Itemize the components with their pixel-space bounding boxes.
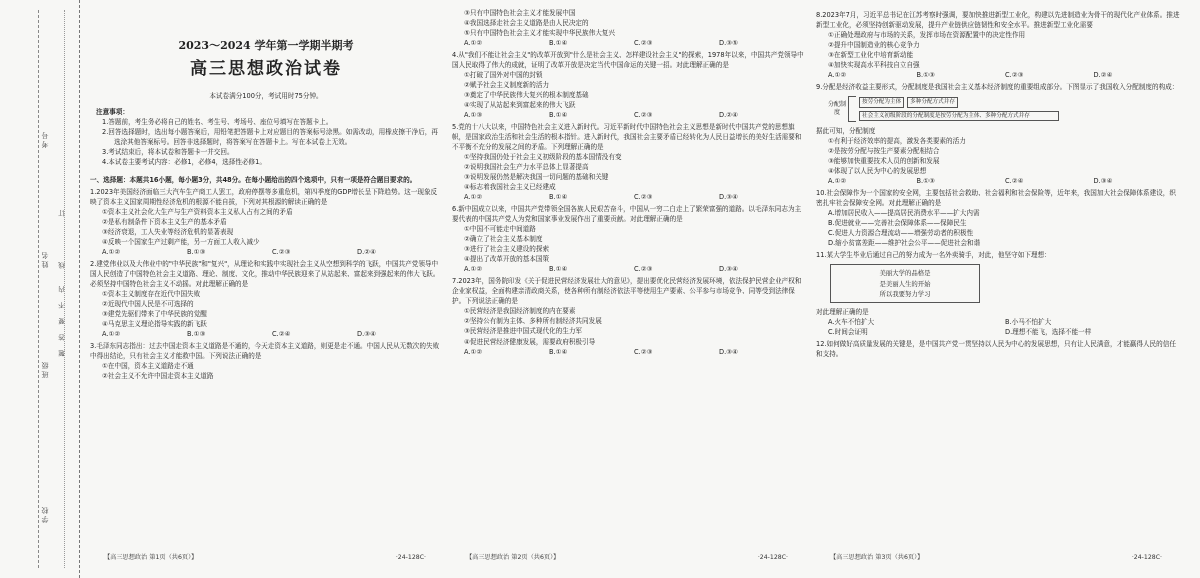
- question-option: ③说明发展仍然是解决我国一切问题的基础和关键: [464, 173, 609, 182]
- answer-choices: [452, 192, 804, 202]
- answer-choice: C.②③: [634, 39, 653, 48]
- note-item: 1.答题前，考生务必将自己的姓名、考生号、考场号、座位号填写在答题卡上。: [102, 117, 333, 126]
- answer-choice: C.②③: [634, 193, 653, 202]
- question-option: ③在新型工业化中培育新动能: [828, 51, 914, 60]
- answer-choice: A.①②: [464, 193, 483, 202]
- note-item: 4.本试卷主要考试内容：必修1，必修4，选择性必修1。: [102, 157, 266, 166]
- answer-choice: A.①②: [828, 177, 847, 186]
- exam-no-label: 考号: [41, 130, 49, 148]
- answer-choice: D.③④: [1093, 177, 1113, 186]
- page-footer: [462, 553, 792, 562]
- answer-choice: B.①④: [549, 265, 568, 274]
- answer-choice: D.③⑤: [719, 39, 738, 48]
- footer-code: ·24-128C·: [757, 553, 788, 561]
- question-option: ⑤只有中国特色社会主义才能实现中华民族伟大复兴: [464, 29, 615, 38]
- answer-choice: B.①④: [549, 193, 568, 202]
- question-option: ③民营经济是推进中国式现代化的生力军: [464, 327, 583, 336]
- question-option: ①资本主义制度存在近代中国失败: [102, 289, 201, 298]
- question-option: C.促进人力资源合理流动——增强劳动者的积极性: [828, 229, 974, 238]
- question-option: ③奠定了中华民族伟大复兴的根本制度基础: [464, 91, 589, 100]
- answer-choice: D.③④: [719, 265, 738, 274]
- answer-choice: C.②③: [634, 265, 653, 274]
- answer-choices: [816, 176, 1182, 186]
- note-item: 3.考试结束后，将本试卷和答题卡一并交回。: [102, 147, 234, 156]
- page-footer: [100, 553, 430, 562]
- question-stem: 2.建党伟业以及大伟业中的"中华民族"和"复兴"，从理论和实践中实现社会主义从空想到科学的飞跃，中国共产党领导中国人民创造了中国特色社会主义道路、理论、制度、文化，推动中华民族迎来了从站起来、富起来到强起来的伟大飞跃。必须坚持中国特色社会主义不动摇。对此理解正确的是: [90, 259, 440, 288]
- footer-code: ·24-128C·: [395, 553, 426, 561]
- question-stem: 9.分配是经济收益主要形式，分配制度是我国社会主义基本经济制度的重要组成部分。下图显示了我国收入分配制度的构成：: [816, 83, 1179, 92]
- cut-mark: 要: [58, 318, 66, 325]
- question-option: ③建党先驱们带来了中华民族的觉醒: [102, 309, 207, 318]
- distribution-diagram: [826, 96, 1182, 122]
- question-option: A.增加居民收入——提高居民消费水平——扩大内需: [828, 209, 980, 218]
- notes-title: 注意事项：: [96, 107, 129, 116]
- binding-line: [38, 10, 39, 568]
- answer-choice: A.①②: [102, 247, 121, 256]
- diagram-row: [859, 97, 1059, 108]
- question-option: ④提出了改革开放的基本国策: [464, 255, 550, 264]
- question-stem: 7.2023年，国务院印发《关于促进民营经济发展壮大的意见》，提出要优化民营经济发展环境，依法保护民营企业产权和企业家权益，全面构建亲清政商关系，使各种所有制经济依法平等使用生产要素、公平参与市场竞争、同等受到法律保护。下列说法正确的是: [452, 277, 802, 306]
- diagram-box: 多种分配方式并存: [907, 97, 958, 108]
- question-option: ①民营经济是我国经济制度的内在要素: [464, 307, 576, 316]
- question-option: ④促进民营经济健康发展，需要政府积极引导: [464, 337, 596, 346]
- answer-choice: A.①③: [464, 111, 483, 120]
- question-option: ④实现了从站起来到富起来的伟大飞跃: [464, 101, 576, 110]
- answer-choice: A.①②: [102, 329, 121, 338]
- question-option: ②说明我国社会生产力水平总体上显著提高: [464, 163, 589, 172]
- answer-choice: D.③④: [719, 193, 738, 202]
- answer-choice: C.时间会证明: [828, 328, 868, 337]
- question-option: ②是按劳分配与按生产要素分配相结合: [828, 147, 940, 156]
- answer-choice: A.①②: [464, 265, 483, 274]
- quote-box: [830, 264, 980, 303]
- answer-choice: B.①④: [549, 347, 568, 356]
- page-footer: [826, 553, 1166, 562]
- answer-choice: C.②③: [1005, 71, 1024, 80]
- question-option: ②提升中国制造业的核心竞争力: [828, 41, 920, 50]
- question-stem: 4.从"我们不能让社会主义"的改革开放到"什么是社会主义、怎样建设社会主义"的探索，1978年以来，中国共产党领导中国人民取得了伟大的成就，证明了改革开放是决定当代中国命运的关键一招。对此理解正确的是: [452, 51, 804, 70]
- question-option: ③只有中国特色社会主义才能发展中国: [464, 9, 576, 17]
- question-option: ①在中国，资本主义道路走不通: [102, 361, 194, 370]
- question-stem: 对此理解正确的是: [816, 308, 869, 317]
- question-option: ①有利于经济效率的提高，激发各类要素的活力: [828, 137, 966, 146]
- answer-choices: [90, 329, 442, 339]
- question-option: ①正确处理政府与市场的关系，发挥市场在资源配置中的决定性作用: [828, 31, 1026, 40]
- answer-choice: C.②③: [634, 111, 653, 120]
- exam-year: 2023～2024 学年第一学期半期考: [178, 39, 354, 52]
- footer-code: ·24-128C·: [1131, 553, 1162, 561]
- answer-choice: D.理想不能飞，选择不能一样: [1005, 328, 1092, 337]
- question-option: ①坚持我国仍处于社会主义初级阶段的基本国情没有变: [464, 153, 622, 162]
- footer-page-label: 【高三思想政治 第1页（共6页）】: [104, 553, 198, 561]
- answer-choices: [816, 70, 1182, 80]
- binding-margin: [0, 0, 80, 578]
- exam-title: 高三思想政治试卷: [190, 58, 342, 79]
- answer-choice: B.①④: [549, 39, 568, 48]
- footer-page-label: 【高三思想政治 第2页（共6页）】: [466, 553, 560, 561]
- answer-choice: A.①②: [464, 39, 483, 48]
- cut-mark: 订: [58, 210, 66, 217]
- question-option: ④我国选择走社会主义道路是由人民决定的: [464, 19, 589, 28]
- question-option: ④加快实现高水平科技自立自强: [828, 61, 920, 70]
- answer-choices: [452, 347, 804, 357]
- answer-choice: C.②③: [634, 347, 653, 356]
- question-option: ④反映一个国家生产过剩产能，另一方面工人收入减少: [102, 237, 260, 246]
- diagram-box: 社会主义初级阶段的分配制度是按劳分配为主体、多种分配方式并存: [859, 111, 1059, 122]
- diagram-row: [859, 111, 1059, 122]
- question-option: ③经济衰退，工人失业等经济危机的显著表现: [102, 227, 234, 236]
- quote-line: 所以我要努力学习: [879, 289, 931, 298]
- diagram-box: 按劳分配为主体: [859, 97, 904, 108]
- cut-mark: 线: [58, 262, 66, 269]
- question-option: ②近现代中国人民是不可选择的: [102, 299, 194, 308]
- question-list: [816, 10, 1182, 359]
- cut-mark: 题: [58, 350, 66, 357]
- cut-mark: 不: [58, 302, 66, 309]
- question-stem: 3.毛泽东同志指出：过去中国走资本主义道路是不通的，今天走资本主义道路，则更是走不通。中国人民从无数次的失败中得出结论，只有社会主义才能救中国。下列说法正确的是: [90, 341, 440, 360]
- answer-choice: C.②④: [1005, 177, 1024, 186]
- answer-choices: [90, 247, 442, 257]
- diagram-brace: [848, 96, 856, 122]
- answer-choices: [816, 327, 1182, 337]
- question-option: ①资本主义社会化大生产与生产资料资本主义私人占有之间的矛盾: [102, 207, 293, 216]
- answer-choice: B.①③: [916, 177, 935, 186]
- question-stem: 据此可知，分配制度: [816, 127, 876, 136]
- question-option: ②赋予社会主义制度新的活力: [464, 81, 550, 90]
- question-option: ④马克思主义理论指导实践的新飞跃: [102, 319, 207, 328]
- question-option: ②是私有制条件下资本主义生产的基本矛盾: [102, 217, 227, 226]
- quote-line: 美丽大学的品格是: [879, 269, 931, 278]
- section-heading: 一、选择题：本题共16小题，每小题3分，共48分。在每小题给出的四个选项中，只有一项是符合题目要求的。: [90, 175, 417, 184]
- quote-line: 是美丽人生的开始: [879, 279, 931, 288]
- answer-choices: [452, 38, 804, 48]
- name-label: 姓名: [41, 250, 49, 268]
- answer-choices: [816, 317, 1182, 327]
- answer-choices: [452, 110, 804, 120]
- question-option: D.缩小贫富差距——维护社会公平——促进社会和谐: [828, 239, 981, 248]
- answer-choice: D.③④: [357, 329, 376, 338]
- answer-choice: B.①④: [549, 111, 568, 120]
- answer-choice: B.①③: [916, 71, 935, 80]
- school-label: 学校: [41, 505, 49, 523]
- answer-choice: C.②④: [272, 329, 291, 338]
- page-column-1: [90, 8, 442, 548]
- cut-mark: 答: [58, 334, 66, 341]
- answer-choice: A.①②: [464, 347, 483, 356]
- question-stem: 12.如何做好高质量发展的关键是，是中国共产党一贯坚持以人民为中心的发展思想，只有让人民满意，才能赢得人民的信任和支持。: [816, 340, 1176, 359]
- answer-choice: D.②④: [357, 247, 376, 256]
- answer-choice: A.火车不怕扩大: [828, 318, 875, 327]
- question-option: ④体现了以人民为中心的发展思想: [828, 167, 927, 176]
- page-column-2: [452, 8, 804, 548]
- question-option: ②社会主义不允许中国走资本主义道路: [102, 371, 214, 380]
- question-stem: 11.某大学生毕业后通过自己的努力成为一名外卖骑手，对此，他坚守如下理想：: [816, 251, 1051, 260]
- question-option: ③能够加快重要技术人员的创新和发展: [828, 157, 940, 166]
- cut-mark: 内: [58, 286, 66, 293]
- answer-choices: [452, 264, 804, 274]
- answer-choice: B.小马不怕扩大: [1005, 318, 1052, 327]
- page-column-3: [816, 8, 1182, 548]
- question-stem: 8.2023年7月，习近平总书记在江苏考察时强调，要加快推进新型工业化，构建以先进制造业为骨干的现代化产业体系。推进新型工业化，必须坚持创新驱动发展，提升产业链供应链韧性和安全水平。推进新型工业化需要: [816, 11, 1180, 30]
- class-label: 班级: [41, 360, 49, 378]
- question-stem: 10.社会保障作为一个国家的安全网，主要包括社会救助、社会福利和社会保险等，近年来，我国加大社会保障体系建设，织密扎牢社会保障安全网。对此理解正确的是: [816, 189, 1176, 208]
- note-item: 2.回答选择题时，选出每小题答案后，用铅笔把答题卡上对应题目的答案标号涂黑。如需改动，用橡皮擦干净后，再选涂其他答案标号。回答非选择题时，将答案写在答题卡上。写在本试卷上无效。: [102, 127, 438, 146]
- question-option: ④标志着我国社会主义已经建成: [464, 183, 556, 192]
- diagram-label: 分配制度: [827, 101, 846, 117]
- answer-choice: D.②④: [1093, 71, 1113, 80]
- question-option: ②确立了社会主义基本制度: [464, 235, 543, 244]
- answer-choice: B.①③: [187, 247, 206, 256]
- footer-page-label: 【高三思想政治 第3页（共6页）】: [830, 553, 924, 561]
- answer-choice: D.③④: [719, 347, 738, 356]
- answer-choice: C.②③: [272, 247, 291, 256]
- answer-choice: D.②④: [719, 111, 738, 120]
- answer-choice: A.①②: [828, 71, 847, 80]
- question-stem: 6.新中国成立以来，中国共产党带领全国各族人民艰苦奋斗，中国从一穷二白走上了繁荣富强的道路。以毛泽东同志为主要代表的中国共产党人为党和国家事业发展作出了重要贡献。对此理解正确的是: [452, 205, 802, 224]
- question-option: ①打破了国外对中国的封锁: [464, 71, 543, 80]
- question-stem: 5.党的十八大以来，中国特色社会主义进入新时代。习近平新时代中国特色社会主义思想是新时代中国共产党的思想旗帜，是国家政治生活和社会生活的根本指针。进入新时代，我国社会主要矛盾已经转化为人民日益增长的美好生活需要和不平衡不充分的发展之间的矛盾。下列理解正确的是: [452, 123, 802, 152]
- question-list: [90, 187, 442, 381]
- answer-choice: B.①③: [187, 329, 206, 338]
- diagram-boxes: [859, 97, 1059, 121]
- question-option: B.促进就业——完善社会保障体系——保障民生: [828, 219, 967, 228]
- question-list: [452, 8, 804, 357]
- question-option: ②坚持公有制为主体、多种所有制经济共同发展: [464, 317, 602, 326]
- question-option: ③进行了社会主义建设的探索: [464, 245, 550, 254]
- question-stem: 1.2023年美国经济面临三大汽车生产商工人罢工，政府停摆等多重危机，第四季度的GDP增长呈下降趋势。这一现象反映了资本主义国家周期性经济危机的根源不能自拔，下列对其根源的解读正确的是: [90, 187, 438, 206]
- question-option: ①中国不可能走中间道路: [464, 225, 536, 234]
- exam-meta: 本试卷满分100分，考试用时75分钟。: [209, 91, 323, 100]
